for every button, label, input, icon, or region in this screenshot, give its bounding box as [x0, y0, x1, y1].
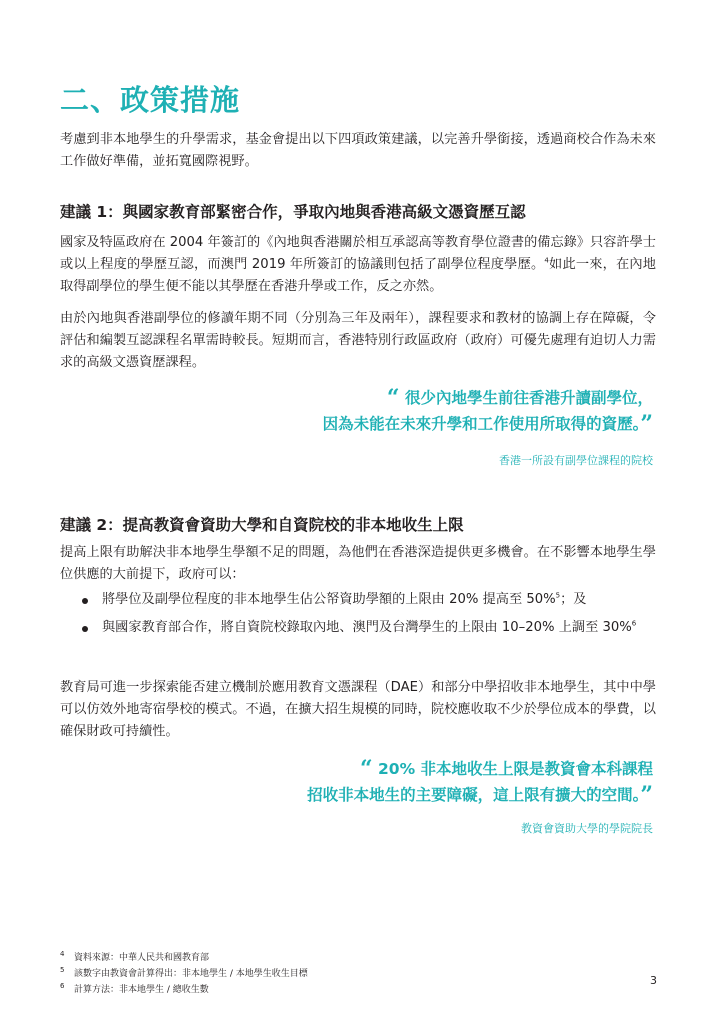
- rec1-para1-text-a: 國家及特區政府在 2004 年簽訂的《內地與香港關於相互承認高等教育學位證書的備忘錄》只容許學士或以上程度的學歷互認，而澳門 2019 年所簽訂的協議則包括了副學位程度學歷。: [60, 235, 656, 272]
- footnote-item: [60, 980, 620, 996]
- footnote-text: 該數字由教資會計算得出：非本地學生 / 本地學生收生目標: [74, 969, 308, 979]
- footnote-number: 4: [60, 950, 65, 958]
- footnote-ref-4: 4: [544, 256, 549, 265]
- close-quote-mark: ”: [640, 411, 653, 437]
- recommendation-2-heading: 建議 2：提高教資會資助大學和自資院校的非本地收生上限: [60, 516, 464, 534]
- footnote-item: [60, 964, 620, 980]
- bullet-icon: [82, 626, 88, 632]
- rec1-para1-text-b: 如此一來，在內地取得副學位的學生便不能以其學歷在香港升學或工作，反之亦然。: [60, 257, 656, 294]
- bullet-1-text-b: ；及: [560, 592, 587, 607]
- quote-1-line-2: [323, 411, 653, 437]
- quote-1-line-1: [323, 385, 653, 411]
- page-number: 3: [650, 974, 657, 987]
- footnote-number: 5: [60, 966, 65, 974]
- recommendation-2-paragraph-1: 提高上限有助解決非本地學生學額不足的問題，為他們在香港深造提供更多機會。在不影響本地學生學位供應的大前提下，政府可以：: [60, 545, 656, 582]
- footnotes: [60, 948, 620, 996]
- list-item: [76, 617, 656, 639]
- list-item: [76, 589, 656, 611]
- footnote-ref-6: 6: [631, 619, 637, 628]
- recommendation-2-attribution: 教資會資助大學的學院院長: [521, 822, 653, 835]
- footnote-number: 6: [60, 982, 65, 990]
- recommendation-1-attribution: 香港一所設有副學位課程的院校: [499, 454, 653, 467]
- quote-2-line-1: [307, 756, 653, 782]
- footnote-ref-5: 5: [555, 591, 561, 600]
- close-quote-mark: ”: [640, 782, 653, 808]
- quote-2-line-2: [307, 782, 653, 808]
- bullet-1-text-a: 將學位及副學位程度的非本地學生佔公帑資助學額的上限由 20% 提高至 50%: [102, 592, 556, 607]
- quote-1-text-2: 因為未能在未來升學和工作使用所取得的資歷。: [322, 415, 641, 433]
- recommendation-1-quote: [323, 385, 653, 437]
- quote-1-text-1: 很少內地學生前往香港升讀副學位，: [404, 389, 653, 407]
- footnote-text: 計算方法：非本地學生 / 總收生數: [74, 985, 209, 995]
- section-title: 二、政策措施: [60, 83, 241, 117]
- open-quote-mark: “: [386, 385, 400, 411]
- recommendation-2-bullet-list: [76, 589, 656, 645]
- quote-2-text-2: 招收非本地生的主要障礙，這上限有擴大的空間。: [307, 786, 641, 804]
- recommendation-1-paragraph-2: 由於內地與香港副學位的修讀年期不同（分別為三年及兩年），課程要求和教材的協調上存在障礙，令評估和編製互認課程名單需時較長。短期而言，香港特別行政區政府（政府）可優先處理有迫切人力需求的高級文憑資歷課程。: [60, 311, 656, 370]
- footnote-item: [60, 948, 620, 964]
- bullet-icon: [82, 598, 88, 604]
- intro-paragraph: 考慮到非本地學生的升學需求，基金會提出以下四項政策建議，以完善升學銜接，透過商校合作為未來工作做好準備，並拓寬國際視野。: [60, 132, 656, 169]
- footnote-text: 資料來源：中華人民共和國教育部: [74, 953, 210, 963]
- recommendation-1-heading: 建議 1：與國家教育部緊密合作，爭取內地與香港高級文憑資歷互認: [60, 203, 526, 221]
- recommendation-2-paragraph-2: 教育局可進一步探索能否建立機制於應用教育文憑課程（DAE）和部分中學招收非本地學生，其中中學可以仿效外地寄宿學校的模式。不過，在擴大招生規模的同時，院校應收取不少於學位成本的學費，以確保財政可持續性。: [60, 680, 656, 739]
- quote-2-text-1: 20% 非本地收生上限是教資會本科課程: [378, 760, 653, 778]
- recommendation-1-paragraph-1: [60, 232, 656, 298]
- bullet-2-text: 與國家教育部合作，將自資院校錄取內地、澳門及台灣學生的上限由 10–20% 上調至 30%: [102, 620, 632, 635]
- recommendation-2-quote: [307, 756, 653, 808]
- open-quote-mark: “: [359, 756, 373, 782]
